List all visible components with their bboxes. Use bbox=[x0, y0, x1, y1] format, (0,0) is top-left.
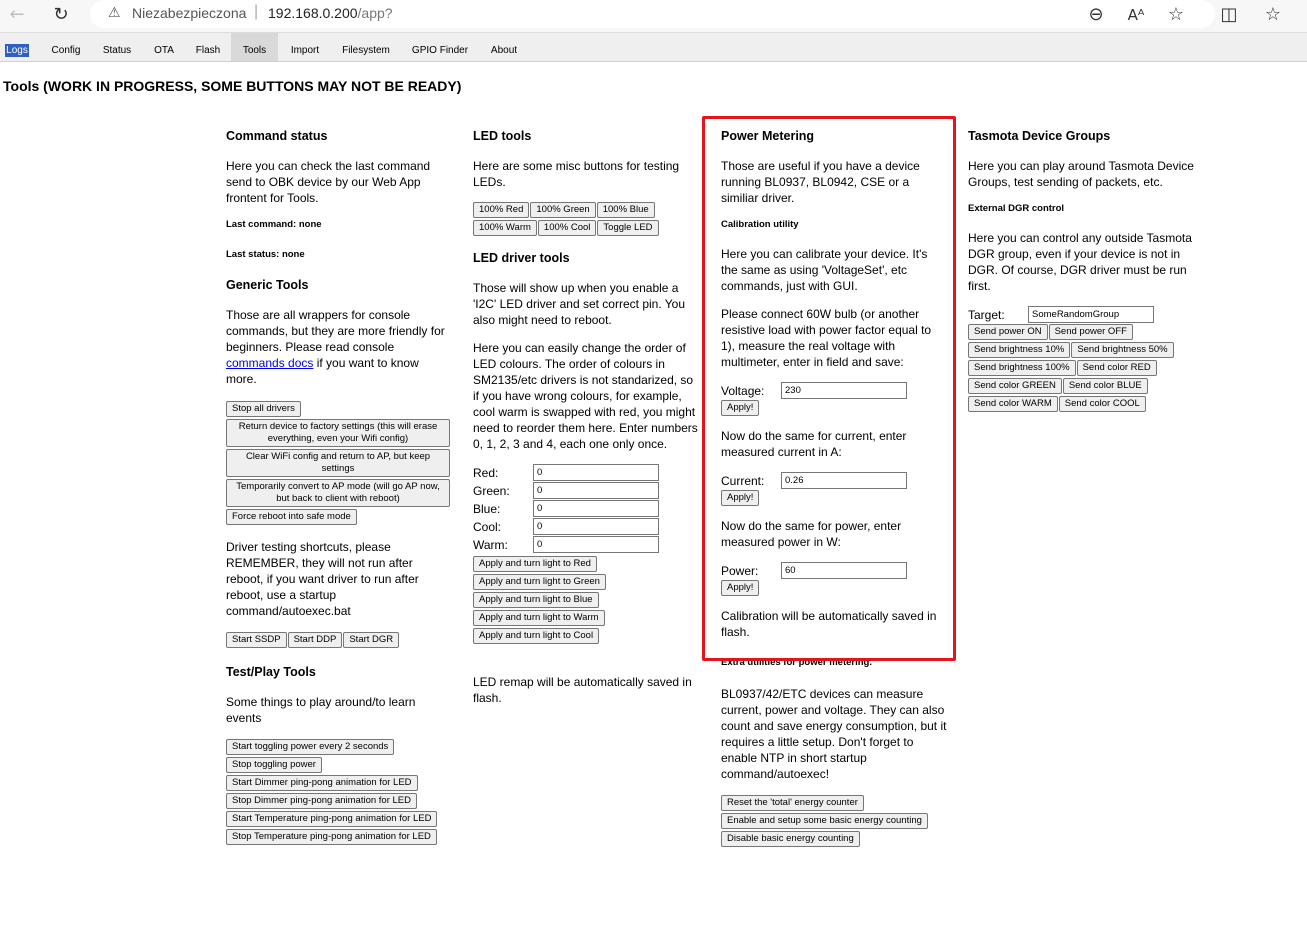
address-bar[interactable] bbox=[90, 0, 1215, 28]
reset-total-energy-button[interactable]: Reset the 'total' energy counter bbox=[721, 795, 864, 811]
app-menu bbox=[0, 33, 1307, 62]
url-path: /app? bbox=[357, 5, 393, 21]
dgr-target-label: Target: bbox=[968, 307, 1005, 322]
led-tools-desc: Here are some misc buttons for testing LEDs. bbox=[473, 159, 680, 189]
dgr-target-row bbox=[968, 306, 1196, 324]
generic-tools-buttons bbox=[226, 401, 452, 527]
send-color-warm-button[interactable]: Send color WARM bbox=[968, 396, 1058, 412]
led-driver-title: LED driver tools bbox=[473, 251, 570, 265]
generic-tools-desc-text: Those are all wrappers for console commands, but they are more friendly for beginners. Please read console bbox=[226, 308, 445, 354]
column-command-status bbox=[226, 118, 452, 847]
favorites-icon[interactable]: ☆ bbox=[1264, 4, 1282, 25]
apply-cool-button[interactable]: Apply and turn light to Cool bbox=[473, 628, 599, 644]
column-power-metering bbox=[721, 118, 947, 849]
remap-warm-row bbox=[473, 536, 699, 554]
disable-energy-counting-button[interactable]: Disable basic energy counting bbox=[721, 831, 860, 847]
power-desc: Now do the same for power, enter measured power in W: bbox=[721, 519, 902, 549]
led-remap-form bbox=[473, 464, 699, 554]
cool-100-button[interactable]: 100% Cool bbox=[538, 220, 596, 236]
star-icon[interactable]: ☆ bbox=[1167, 4, 1185, 25]
tab-tools-label: Tools bbox=[242, 45, 267, 56]
remap-blue-row bbox=[473, 500, 699, 518]
current-label: Current: bbox=[721, 473, 765, 488]
start-dgr-button[interactable]: Start DGR bbox=[343, 632, 399, 648]
arrow-left-icon[interactable]: ← bbox=[9, 4, 25, 25]
led-remap-footer: LED remap will be automatically saved in flash. bbox=[473, 675, 692, 705]
dgr-target-input[interactable] bbox=[1028, 306, 1154, 323]
clear-wifi-button[interactable]: Clear WiFi config and return to AP, but keep settings bbox=[226, 449, 450, 477]
tab-status-label: Status bbox=[102, 45, 132, 56]
voltage-input[interactable] bbox=[781, 382, 907, 399]
tab-filesystem-label: Filesystem bbox=[342, 45, 390, 56]
send-brightness-10-button[interactable]: Send brightness 10% bbox=[968, 342, 1070, 358]
send-color-green-button[interactable]: Send color GREEN bbox=[968, 378, 1062, 394]
send-power-on-button[interactable]: Send power ON bbox=[968, 324, 1048, 340]
send-power-off-button[interactable]: Send power OFF bbox=[1049, 324, 1133, 340]
generic-tools-desc-text-end: if you want to know more. bbox=[226, 356, 419, 386]
tab-gpio-finder-label: GPIO Finder bbox=[411, 45, 469, 56]
enable-energy-counting-button[interactable]: Enable and setup some basic energy counting bbox=[721, 813, 928, 829]
start-ddp-button[interactable]: Start DDP bbox=[288, 632, 343, 648]
tab-gpio-finder[interactable] bbox=[406, 33, 474, 61]
send-color-red-button[interactable]: Send color RED bbox=[1077, 360, 1157, 376]
tab-config-label: Config bbox=[51, 45, 81, 56]
warm-100-button[interactable]: 100% Warm bbox=[473, 220, 537, 236]
device-groups-title: Tasmota Device Groups bbox=[968, 129, 1111, 143]
dgr-buttons bbox=[968, 324, 1196, 414]
calibration-desc1: Here you can calibrate your device. It's the same as using 'VoltageSet', etc commands, just with GUI. bbox=[721, 247, 928, 293]
test-play-desc: Some things to play around/to learn events bbox=[226, 695, 416, 725]
factory-reset-button[interactable]: Return device to factory settings (this will erase everything, even your Wifi config) bbox=[226, 419, 450, 447]
driver-shortcut-buttons bbox=[226, 632, 452, 650]
stop-toggling-power-button[interactable]: Stop toggling power bbox=[226, 757, 322, 773]
apply-warm-button[interactable]: Apply and turn light to Warm bbox=[473, 610, 605, 626]
remap-cool-input[interactable] bbox=[533, 518, 659, 535]
green-100-button[interactable]: 100% Green bbox=[530, 202, 595, 218]
page-title: Tools (WORK IN PROGRESS, SOME BUTTONS MAY NOT BE READY) bbox=[3, 78, 462, 94]
voltage-label: Voltage: bbox=[721, 383, 765, 398]
red-100-button[interactable]: 100% Red bbox=[473, 202, 529, 218]
tab-filesystem[interactable] bbox=[336, 33, 396, 61]
start-toggling-power-button[interactable]: Start toggling power every 2 seconds bbox=[226, 739, 394, 755]
start-dimmer-pingpong-button[interactable]: Start Dimmer ping-pong animation for LED bbox=[226, 775, 418, 791]
browser-toolbar bbox=[0, 0, 1307, 33]
reload-icon[interactable]: ↻ bbox=[53, 4, 69, 25]
power-metering-title: Power Metering bbox=[721, 129, 815, 143]
apply-green-button[interactable]: Apply and turn light to Green bbox=[473, 574, 606, 590]
power-metering-desc: Those are useful if you have a device running BL0937, BL0942, CSE or a similiar driver. bbox=[721, 159, 920, 205]
remap-green-row bbox=[473, 482, 699, 500]
apply-power-button[interactable]: Apply! bbox=[721, 580, 759, 596]
calibration-title: Calibration utility bbox=[721, 219, 799, 230]
remap-green-input[interactable] bbox=[533, 482, 659, 499]
column-led-tools bbox=[473, 118, 699, 706]
start-temp-pingpong-button[interactable]: Start Temperature ping-pong animation for LED bbox=[226, 811, 437, 827]
tab-flash-label: Flash bbox=[195, 45, 221, 56]
energy-buttons bbox=[721, 795, 947, 849]
toggle-led-button[interactable]: Toggle LED bbox=[597, 220, 658, 236]
external-dgr-title: External DGR control bbox=[968, 203, 1065, 214]
send-brightness-50-button[interactable]: Send brightness 50% bbox=[1071, 342, 1173, 358]
start-ssdp-button[interactable]: Start SSDP bbox=[226, 632, 287, 648]
driver-shortcuts-desc: Driver testing shortcuts, please REMEMBER, they will not run after reboot, if you want driver to run after reboot, use a startup command/autoexec.bat bbox=[226, 540, 419, 618]
calibration-footer: Calibration will be automatically saved in flash. bbox=[721, 609, 937, 639]
blue-100-button[interactable]: 100% Blue bbox=[597, 202, 655, 218]
extra-utilities-desc: BL0937/42/ETC devices can measure current, power and voltage. They can also count and save energy consumption, but it requires a little setup. Don't forget to enable NTP in short startup command/autoexec! bbox=[721, 687, 947, 781]
remap-cool-row bbox=[473, 518, 699, 536]
current-desc: Now do the same for current, enter measured current in A: bbox=[721, 429, 907, 459]
power-input[interactable] bbox=[781, 562, 907, 579]
led-remap-buttons bbox=[473, 556, 699, 646]
apply-blue-button[interactable]: Apply and turn light to Blue bbox=[473, 592, 599, 608]
send-color-blue-button[interactable]: Send color BLUE bbox=[1063, 378, 1148, 394]
voltage-row bbox=[721, 382, 947, 400]
tab-flash[interactable] bbox=[188, 33, 228, 61]
last-command: Last command: none bbox=[226, 219, 322, 230]
led-tools-buttons bbox=[473, 202, 699, 238]
commands-docs-link[interactable]: commands docs bbox=[226, 356, 314, 370]
apply-red-button[interactable]: Apply and turn light to Red bbox=[473, 556, 597, 572]
address-separator: | bbox=[254, 3, 259, 20]
remap-red-input[interactable] bbox=[533, 464, 659, 481]
apply-current-button[interactable]: Apply! bbox=[721, 490, 759, 506]
apply-voltage-button[interactable]: Apply! bbox=[721, 400, 759, 416]
power-label: Power: bbox=[721, 563, 759, 578]
zoom-icon[interactable]: ⊖ bbox=[1088, 4, 1104, 25]
led-driver-desc2: Here you can easily change the order of LED colours. The order of colours in SM2135/etc drivers is not standarized, so if you have wrong colours, for example, cool warm is swapped with red, you might need to reorder them here. Enter numbers 0, 1, 2, 3 and 4, each one only once. bbox=[473, 341, 698, 451]
device-groups-desc: Here you can play around Tasmota Device Groups, test sending of packets, etc. bbox=[968, 159, 1194, 189]
tab-ota-label: OTA bbox=[154, 45, 174, 56]
led-tools-title: LED tools bbox=[473, 129, 532, 143]
remap-blue-label: Blue: bbox=[473, 501, 501, 516]
safe-mode-reboot-button[interactable]: Force reboot into safe mode bbox=[226, 509, 357, 525]
test-play-title: Test/Play Tools bbox=[226, 665, 316, 679]
remap-red-row bbox=[473, 464, 699, 482]
tab-ota[interactable] bbox=[146, 33, 182, 61]
tab-status[interactable] bbox=[96, 33, 138, 61]
remap-warm-label: Warm: bbox=[473, 537, 508, 552]
tab-import[interactable] bbox=[281, 33, 329, 61]
command-status-desc: Here you can check the last command send to OBK device by our Web App frontent for Tools. bbox=[226, 159, 431, 205]
tab-about-label: About bbox=[490, 45, 518, 56]
remap-green-label: Green: bbox=[473, 483, 510, 498]
send-brightness-100-button[interactable]: Send brightness 100% bbox=[968, 360, 1076, 376]
generic-tools-title: Generic Tools bbox=[226, 278, 309, 292]
led-driver-desc1: Those will show up when you enable a 'I2C' LED driver and set correct pin. You also might need to reboot. bbox=[473, 281, 686, 327]
tab-about[interactable] bbox=[484, 33, 524, 61]
test-play-buttons bbox=[226, 739, 452, 847]
warning-triangle-icon[interactable]: ⚠ bbox=[108, 5, 121, 21]
url-host: 192.168.0.200 bbox=[268, 5, 358, 21]
url-text[interactable] bbox=[268, 5, 393, 21]
stop-dimmer-pingpong-button[interactable]: Stop Dimmer ping-pong animation for LED bbox=[226, 793, 417, 809]
command-status-title: Command status bbox=[226, 129, 328, 143]
tab-logs-label: Logs bbox=[6, 45, 28, 56]
temp-ap-mode-button[interactable]: Temporarily convert to AP mode (will go AP now, but back to client with reboot) bbox=[226, 479, 450, 507]
power-row bbox=[721, 562, 947, 580]
remap-blue-input[interactable] bbox=[533, 500, 659, 517]
external-dgr-desc: Here you can control any outside Tasmota DGR group, even if your device is not in DGR. Of course, DGR driver must be run first. bbox=[968, 231, 1192, 293]
remap-red-label: Red: bbox=[473, 465, 499, 480]
last-status: Last status: none bbox=[226, 249, 305, 260]
current-input[interactable] bbox=[781, 472, 907, 489]
split-screen-icon[interactable]: ◫ bbox=[1220, 4, 1238, 25]
remap-warm-input[interactable] bbox=[533, 536, 659, 553]
generic-tools-desc bbox=[226, 307, 452, 387]
stop-all-drivers-button[interactable]: Stop all drivers bbox=[226, 401, 301, 417]
tab-import-label: Import bbox=[290, 45, 320, 56]
remap-cool-label: Cool: bbox=[473, 519, 502, 534]
tab-config[interactable] bbox=[44, 33, 88, 61]
send-color-cool-button[interactable]: Send color COOL bbox=[1059, 396, 1146, 412]
tab-logs[interactable] bbox=[3, 33, 31, 61]
read-aloud-icon[interactable]: Aᴬ bbox=[1127, 6, 1145, 24]
calibration-desc2: Please connect 60W bulb (or another resistive load with power factor equal to 1), measure the real voltage with multimeter, enter in field and save: bbox=[721, 307, 932, 369]
current-row bbox=[721, 472, 947, 490]
stop-temp-pingpong-button[interactable]: Stop Temperature ping-pong animation for LED bbox=[226, 829, 437, 845]
column-device-groups bbox=[968, 118, 1196, 414]
tab-tools[interactable] bbox=[231, 33, 278, 61]
extra-utilities-title: Extra utilities for power metering. bbox=[721, 657, 872, 668]
security-label[interactable]: Niezabezpieczona bbox=[132, 5, 247, 21]
